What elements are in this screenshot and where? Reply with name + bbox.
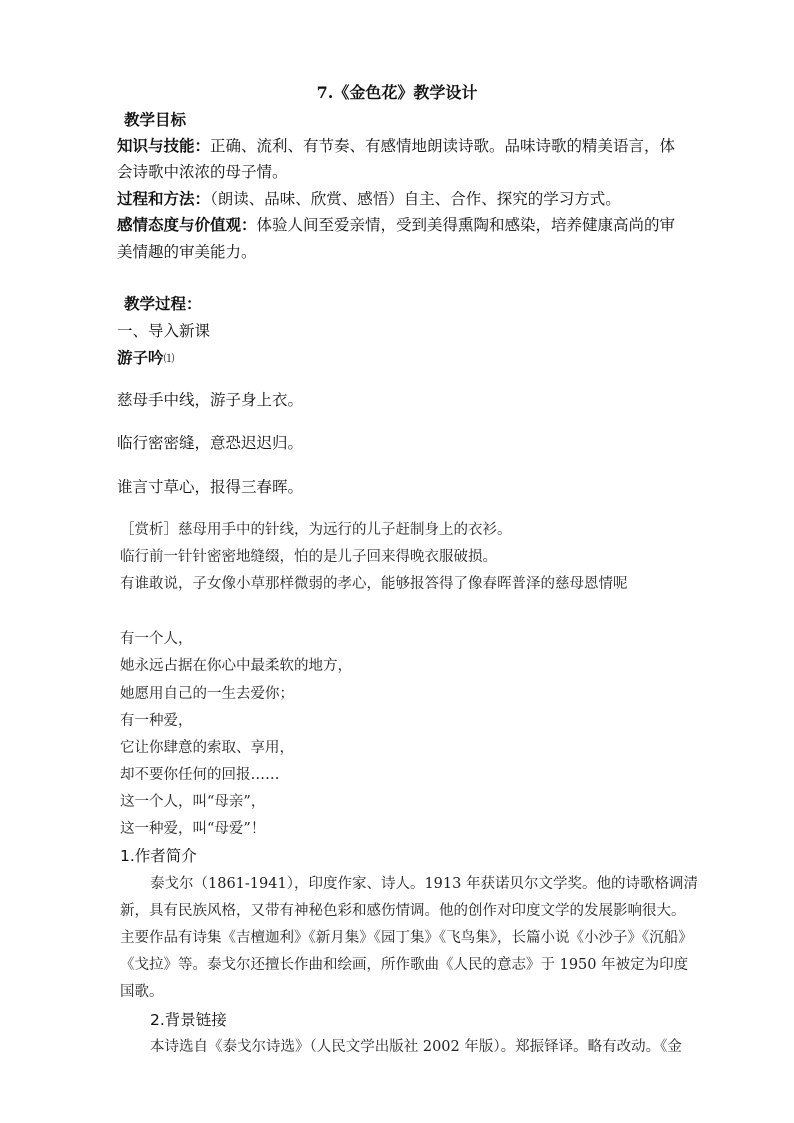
knowledge-skills-continued: 会诗歌中浓浓的母子情。 — [117, 163, 288, 181]
poem-title — [117, 346, 175, 368]
mother-poem-line: 这一个人，叫“母亲”， — [120, 794, 266, 810]
mother-poem-line: 她愿用自己的一生去爱你； — [120, 686, 294, 702]
emotion-values-label: 感情态度与价值观： — [117, 216, 257, 234]
author-intro-line: 主要作品有诗集《吉檀迦利》《新月集》《园丁集》《飞鸟集》，长篇小说《小沙子》《沉船》 — [120, 930, 693, 946]
author-intro-line: 《戈拉》等。泰戈尔还擅长作曲和绘画，所作歌曲《人民的意志》于 1950 年被定为印度 — [120, 957, 689, 973]
poem-line: 临行密密缝，意恐迟迟归。 — [117, 434, 304, 452]
mother-poem-line: 却不要你任何的回报…… — [120, 767, 280, 783]
author-intro-line: 泰戈尔（1861-1941），印度作家、诗人。1913 年获诺贝尔文学奖。他的诗歌格调清 — [150, 876, 698, 892]
poem-line: 谁言寸草心，报得三春晖。 — [117, 478, 304, 496]
knowledge-skills-line — [117, 134, 675, 156]
emotion-values-line — [117, 213, 675, 235]
author-intro-line: 新，具有民族风格，又带有神秘色彩和感伤情调。他的创作对印度文学的发展影响很大。 — [120, 903, 686, 919]
mother-poem-line: 有一种爱， — [120, 713, 193, 729]
document-title: 7.《金色花》教学设计 — [316, 83, 478, 102]
process-method-text: （朗读、品味、欣赏、感悟）自主、合作、探究的学习方式。 — [210, 190, 621, 208]
emotion-values-text: 体验人间至爱亲情，受到美得熏陶和感染，培养健康高尚的审 — [256, 216, 676, 234]
appreciation-line: 有谁敢说，子女像小草那样微弱的孝心，能够报答得了像春晖普泽的慈母恩情呢 — [120, 576, 628, 592]
teaching-process-heading: 教学过程： — [124, 295, 202, 313]
poem-footnote-marker: ⑴ — [163, 352, 175, 365]
appreciation-line: 临行前一针针密密地缝缀，怕的是儿子回来得晚衣服破损。 — [120, 549, 497, 565]
process-method-line — [117, 187, 621, 209]
knowledge-skills-text: 正确、流利、有节奏、有感情地朗读诗歌。品味诗歌的精美语言，体 — [210, 137, 676, 155]
poem-line: 慈母手中线，游子身上衣。 — [117, 391, 304, 409]
mother-poem-line: 她永远占据在你心中最柔软的地方， — [120, 658, 352, 674]
appreciation-line: ［赏析］慈母用手中的针线，为远行的儿子赶制身上的衣衫。 — [120, 522, 512, 538]
background-link-heading: 2.背景链接 — [150, 1011, 227, 1029]
author-intro-heading: 1.作者简介 — [120, 847, 197, 865]
mother-poem-line: 有一个人， — [120, 631, 193, 647]
section-intro-heading: 一、导入新课 — [117, 322, 211, 340]
process-method-label: 过程和方法： — [117, 190, 211, 208]
teaching-goals-heading: 教学目标 — [124, 111, 187, 129]
knowledge-skills-label: 知识与技能： — [117, 137, 211, 155]
emotion-values-continued: 美情趣的审美能力。 — [117, 243, 257, 261]
author-intro-line: 国歌。 — [120, 984, 164, 1000]
mother-poem-line: 它让你肆意的索取、享用， — [120, 740, 294, 756]
mother-poem-line: 这一种爱，叫“母爱”！ — [120, 821, 266, 837]
poem-title-text: 游子吟 — [117, 349, 164, 367]
background-link-line: 本诗选自《泰戈尔诗选》（人民文学出版社 2002 年版）。郑振铎译。略有改动。《金 — [150, 1039, 682, 1055]
